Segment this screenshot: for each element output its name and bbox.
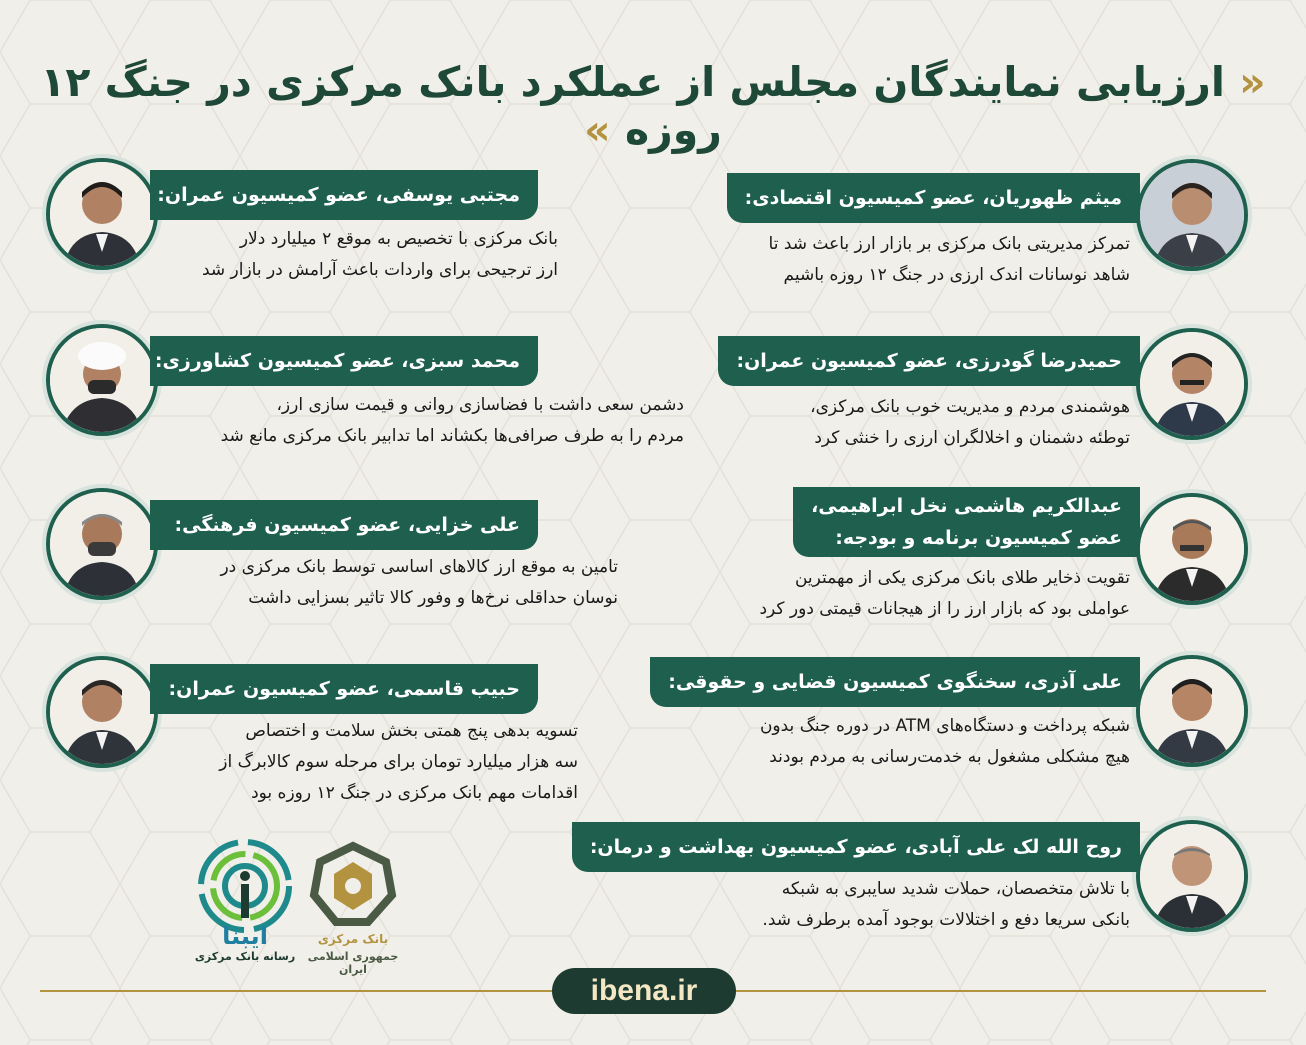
mp-card-5 — [580, 810, 1260, 960]
mp-card-9 — [38, 650, 678, 803]
mp-card-1 — [680, 155, 1260, 305]
mp-card-6 — [38, 152, 678, 302]
mp-quote: با تلاش متخصصان، حملات شدید سایبری به شبکه بانکی سریعا دفع و اختلالات بوجود آمده برطرف شد. — [762, 879, 1130, 930]
mp-card-7 — [38, 318, 698, 468]
central-bank-logo — [298, 840, 408, 976]
portrait-photo — [46, 324, 158, 436]
mp-name-label: میثم ظهوریان، عضو کمیسیون اقتصادی: — [727, 173, 1140, 223]
ibena-logo — [190, 836, 300, 966]
central-bank-emblem-icon — [308, 840, 398, 930]
mp-name-label: محمد سبزی، عضو کمیسیون کشاورزی: — [150, 336, 538, 386]
portrait-photo — [46, 656, 158, 768]
mp-quote: بانک مرکزی با تخصیص به موقع ۲ میلیارد دلار ارز ترجیحی برای واردات باعث آرامش در بازار شد — [201, 229, 558, 280]
portrait-photo — [1136, 328, 1248, 440]
portrait-photo — [1136, 493, 1248, 605]
portrait-photo — [46, 488, 158, 600]
mp-name-label: روح الله لک علی آبادی، عضو کمیسیون بهداشت و درمان: — [572, 822, 1140, 872]
portrait-photo — [1136, 820, 1248, 932]
mp-quote: تمرکز مدیریتی بانک مرکزی بر بازار ارز باعث شد تا شاهد نوسانات اندک ارزی در جنگ ۱۲ روزه باشیم — [768, 234, 1130, 285]
mp-name-label: حمیدرضا گودرزی، عضو کمیسیون عمران: — [718, 336, 1140, 386]
mp-name-label: حبیب قاسمی، عضو کمیسیون عمران: — [150, 664, 538, 714]
mp-quote: هوشمندی مردم و مدیریت خوب بانک مرکزی، توطئه دشمنان و اخلالگران ارزی را خنثی کرد — [810, 397, 1130, 448]
title-open-quote: « — [1239, 58, 1266, 106]
mp-quote: تقویت ذخایر طلای بانک مرکزی یکی از مهمترین عواملی بود که بازار ارز را از هیجانات قیمتی دور کرد — [759, 568, 1130, 619]
mp-quote: تامین به موقع ارز کالاهای اساسی توسط بانک مرکزی در نوسان حداقلی نرخ‌ها و وفور کالا تاثیر بسزایی داشت — [220, 557, 618, 608]
portrait-photo — [1136, 655, 1248, 767]
page-title — [40, 58, 1266, 154]
ibena-subtitle: رسانه بانک مرکزی — [194, 950, 296, 963]
central-bank-name: بانک مرکزی — [317, 932, 389, 946]
mp-quote: شبکه پرداخت و دستگاه‌های ATM در دوره جنگ بدون هیچ مشکلی مشغول به خدمت‌رسانی به مردم بودند — [759, 716, 1130, 767]
mp-card-8 — [38, 482, 678, 632]
title-text: ارزیابی نمایندگان مجلس از عملکرد بانک مرکزی در جنگ ۱۲ روزه — [40, 58, 1225, 154]
title-close-quote: » — [584, 106, 611, 154]
central-bank-country: جمهوری اسلامی ایران — [307, 950, 399, 976]
mp-name-label: علی خزایی، عضو کمیسیون فرهنگی: — [150, 500, 538, 550]
ibena-name: ایبنا — [222, 922, 268, 950]
mp-quote: تسویه بدهی پنج همتی بخش سلامت و اختصاص سه هزار میلیارد تومان برای مرحله سوم کالابرگ از اقدامات مهم بانک مرکزی در جنگ ۱۲ روزه بود — [219, 721, 578, 803]
mp-card-3 — [680, 483, 1260, 633]
footer-divider-right — [736, 990, 1266, 992]
mp-name-label: عبدالکریم هاشمی نخل ابراهیمی، عضو کمیسیون برنامه و بودجه: — [793, 487, 1140, 557]
footer-divider-left — [40, 990, 552, 992]
mp-quote: دشمن سعی داشت با فضاسازی روانی و قیمت سازی ارز، مردم را به طرف صرافی‌ها بکشاند اما تدابیر بانک مرکزی مانع شد — [220, 395, 684, 446]
mp-name-label: علی آذری، سخنگوی کمیسیون قضایی و حقوقی: — [650, 657, 1140, 707]
mp-card-2 — [680, 318, 1260, 468]
portrait-photo — [1136, 159, 1248, 271]
mp-name-label: مجتبی یوسفی، عضو کمیسیون عمران: — [150, 170, 538, 220]
footer-website-link[interactable]: ibena.ir — [552, 968, 736, 1014]
ibena-signal-icon — [195, 836, 295, 936]
mp-card-4 — [668, 645, 1260, 795]
portrait-photo — [46, 158, 158, 270]
